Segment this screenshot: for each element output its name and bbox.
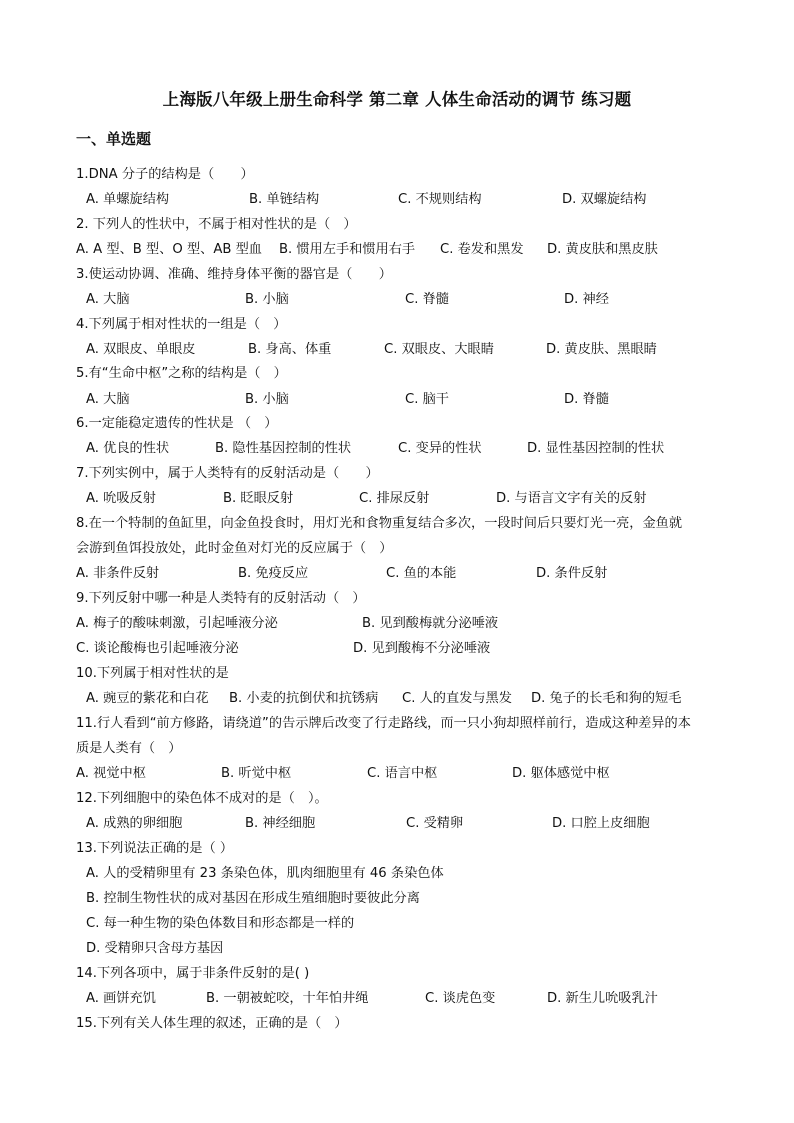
question-5-option-b: B. 小脑: [245, 392, 289, 407]
question-4-option-c: C. 双眼皮、大眼睛: [384, 342, 494, 357]
question-1-option-b: B. 单链结构: [249, 192, 320, 207]
question-14-option-a: A. 画饼充饥: [86, 991, 156, 1006]
question-7-option-b: B. 眨眼反射: [223, 491, 294, 506]
question-10-option-a: A. 豌豆的紫花和白花: [86, 691, 209, 706]
question-12-option-b: B. 神经细胞: [245, 816, 316, 831]
question-7-stem: 7.下列实例中，属于人类特有的反射活动是（ ）: [76, 466, 379, 481]
question-11-stem-line-1: 11.行人看到“前方修路，请绕道”的告示牌后改变了行走路线，而一只小狗却照样前行，造成这种差异的本: [76, 716, 691, 731]
question-2-stem: 2. 下列人的性状中，不属于相对性状的是（ ）: [76, 217, 357, 232]
question-4-option-d: D. 黄皮肤、黑眼睛: [546, 342, 657, 357]
question-7-option-a: A. 吮吸反射: [86, 491, 156, 506]
question-8-option-c: C. 鱼的本能: [386, 566, 457, 581]
question-6-option-a: A. 优良的性状: [86, 441, 170, 456]
question-14-option-c: C. 谈虎色变: [425, 991, 496, 1006]
question-11-stem-line-2: 质是人类有（ ）: [76, 741, 182, 756]
question-8-option-a: A. 非条件反射: [76, 566, 160, 581]
question-6-option-d: D. 显性基因控制的性状: [527, 441, 665, 456]
question-14-stem: 14.下列各项中，属于非条件反射的是( ): [76, 966, 310, 981]
question-13-stem: 13.下列说法正确的是（ ）: [76, 841, 234, 856]
question-5-option-d: D. 脊髓: [564, 392, 609, 407]
question-9-option-c: C. 谈论酸梅也引起唾液分泌: [76, 641, 239, 656]
question-10-option-d: D. 兔子的长毛和狗的短毛: [531, 691, 682, 706]
question-4-option-b: B. 身高、体重: [248, 342, 332, 357]
question-9-option-b: B. 见到酸梅就分泌唾液: [362, 616, 499, 631]
question-4-option-a: A. 双眼皮、单眼皮: [86, 342, 196, 357]
question-12-option-d: D. 口腔上皮细胞: [552, 816, 650, 831]
question-1-option-a: A. 单螺旋结构: [86, 192, 170, 207]
question-12-option-a: A. 成熟的卵细胞: [86, 816, 183, 831]
question-1-option-d: D. 双螺旋结构: [562, 192, 647, 207]
question-5-option-c: C. 脑干: [405, 392, 449, 407]
question-12-stem: 12.下列细胞中的染色体不成对的是（ ）。: [76, 791, 328, 806]
question-8-stem-line-2: 会游到鱼饵投放处，此时金鱼对灯光的反应属于（ ）: [76, 541, 393, 556]
question-13-option-a: A. 人的受精卵里有 23 条染色体，肌肉细胞里有 46 条染色体: [86, 866, 444, 881]
question-6-option-c: C. 变异的性状: [398, 441, 482, 456]
question-8-option-d: D. 条件反射: [536, 566, 608, 581]
question-9-option-d: D. 见到酸梅不分泌唾液: [353, 641, 491, 656]
question-1-option-c: C. 不规则结构: [398, 192, 482, 207]
question-5-option-a: A. 大脑: [86, 392, 130, 407]
question-3-stem: 3.使运动协调、准确、维持身体平衡的器官是（ ）: [76, 267, 392, 282]
question-10-stem: 10.下列属于相对性状的是: [76, 666, 229, 681]
question-13-option-d: D. 受精卵只含母方基因: [86, 941, 224, 956]
question-7-option-c: C. 排尿反射: [359, 491, 430, 506]
question-11-option-c: C. 语言中枢: [367, 766, 438, 781]
question-9-option-a: A. 梅子的酸味刺激，引起唾液分泌: [76, 616, 278, 631]
question-9-stem: 9.下列反射中哪一种是人类特有的反射活动（ ）: [76, 591, 366, 606]
question-2-option-b: B. 惯用左手和惯用右手: [279, 242, 416, 257]
question-14-option-d: D. 新生儿吮吸乳汁: [547, 991, 658, 1006]
question-2-option-d: D. 黄皮肤和黑皮肤: [547, 242, 658, 257]
question-2-option-c: C. 卷发和黑发: [440, 242, 524, 257]
question-15-stem: 15.下列有关人体生理的叙述，正确的是（ ）: [76, 1016, 348, 1031]
question-12-option-c: C. 受精卵: [406, 816, 464, 831]
question-11-option-b: B. 听觉中枢: [221, 766, 292, 781]
question-3-option-a: A. 大脑: [86, 292, 130, 307]
page-title: 上海版八年级上册生命科学 第二章 人体生命活动的调节 练习题: [162, 90, 632, 109]
question-11-option-a: A. 视觉中枢: [76, 766, 146, 781]
question-13-option-c: C. 每一种生物的染色体数目和形态都是一样的: [86, 916, 355, 931]
question-11-option-d: D. 躯体感觉中枢: [512, 766, 610, 781]
section-heading: 一、单选题: [76, 130, 152, 148]
question-10-option-b: B. 小麦的抗倒伏和抗锈病: [229, 691, 379, 706]
question-6-stem: 6.一定能稳定遗传的性状是 （ ）: [76, 416, 278, 431]
question-10-option-c: C. 人的直发与黑发: [402, 691, 512, 706]
question-1-stem: 1.DNA 分子的结构是（ ）: [76, 167, 254, 182]
question-3-option-c: C. 脊髓: [405, 292, 449, 307]
question-13-option-b: B. 控制生物性状的成对基因在形成生殖细胞时要彼此分离: [86, 891, 420, 906]
question-4-stem: 4.下列属于相对性状的一组是（ ）: [76, 317, 287, 332]
question-3-option-d: D. 神经: [564, 292, 609, 307]
question-8-stem-line-1: 8.在一个特制的鱼缸里，向金鱼投食时，用灯光和食物重复结合多次，一段时间后只要灯光一亮，金鱼就: [76, 516, 683, 531]
question-14-option-b: B. 一朝被蛇咬，十年怕井绳: [206, 991, 369, 1006]
question-2-option-a: A. A 型、B 型、O 型、AB 型血: [76, 242, 262, 257]
question-8-option-b: B. 免疫反应: [238, 566, 309, 581]
question-7-option-d: D. 与语言文字有关的反射: [496, 491, 647, 506]
question-5-stem: 5.有“生命中枢”之称的结构是（ ）: [76, 366, 287, 381]
question-3-option-b: B. 小脑: [245, 292, 289, 307]
question-6-option-b: B. 隐性基因控制的性状: [215, 441, 352, 456]
